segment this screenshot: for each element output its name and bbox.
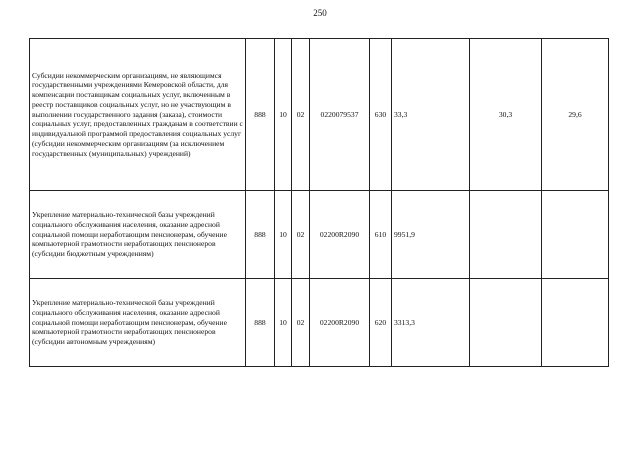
amount-year-2: 30,3 — [470, 39, 542, 191]
amount-year-1: 9951,9 — [392, 191, 470, 279]
target-article-code: 02200R2090 — [310, 191, 370, 279]
row-name: Субсидии некоммерческим организациям, не являющимся государственными учреждениями Кемеровской области, для компенсации поставщикам социальных услуг, включенным в реестр поставщиков социальных услуг, но не участвующим в выполнении государственного задания (заказа), стоимости социальных услуг, предоставленных гражданам в соответствии с индивидуальной программой предоставления социальных услуг (субсидии некоммерческим организациям (за исключением государственных (муниципальных) учреждений) — [30, 39, 246, 191]
amount-year-1: 33,3 — [392, 39, 470, 191]
table-row — [30, 279, 609, 367]
expense-type-code: 630 — [370, 39, 392, 191]
ministry-code: 888 — [246, 39, 275, 191]
expense-type-code: 620 — [370, 279, 392, 367]
subsection-code: 02 — [292, 39, 310, 191]
section-code: 10 — [275, 191, 292, 279]
section-code: 10 — [275, 39, 292, 191]
ministry-code: 888 — [246, 191, 275, 279]
amount-year-1: 3313,3 — [392, 279, 470, 367]
row-name: Укрепление материально-технической базы учреждений социального обслуживания населения, оказание адресной социальной помощи неработающим пенсионерам, обучение компьютерной грамотности неработающих пенсионеров (субсидии автономным учреждениям) — [30, 279, 246, 367]
amount-year-2 — [470, 191, 542, 279]
row-name: Укрепление материально-технической базы учреждений социального обслуживания населения, оказание адресной социальной помощи неработающим пенсионерам, обучение компьютерной грамотности неработающих пенсионеров (субсидии бюджетным учреждениям) — [30, 191, 246, 279]
amount-year-3: 29,6 — [542, 39, 609, 191]
table-row — [30, 191, 609, 279]
table-row — [30, 39, 609, 191]
section-code: 10 — [275, 279, 292, 367]
target-article-code: 0220079537 — [310, 39, 370, 191]
target-article-code: 02200R2090 — [310, 279, 370, 367]
amount-year-3 — [542, 279, 609, 367]
ministry-code: 888 — [246, 279, 275, 367]
amount-year-2 — [470, 279, 542, 367]
subsection-code: 02 — [292, 279, 310, 367]
expense-type-code: 610 — [370, 191, 392, 279]
amount-year-3 — [542, 191, 609, 279]
budget-table — [29, 38, 609, 367]
subsection-code: 02 — [292, 191, 310, 279]
page-number: 250 — [313, 8, 327, 18]
